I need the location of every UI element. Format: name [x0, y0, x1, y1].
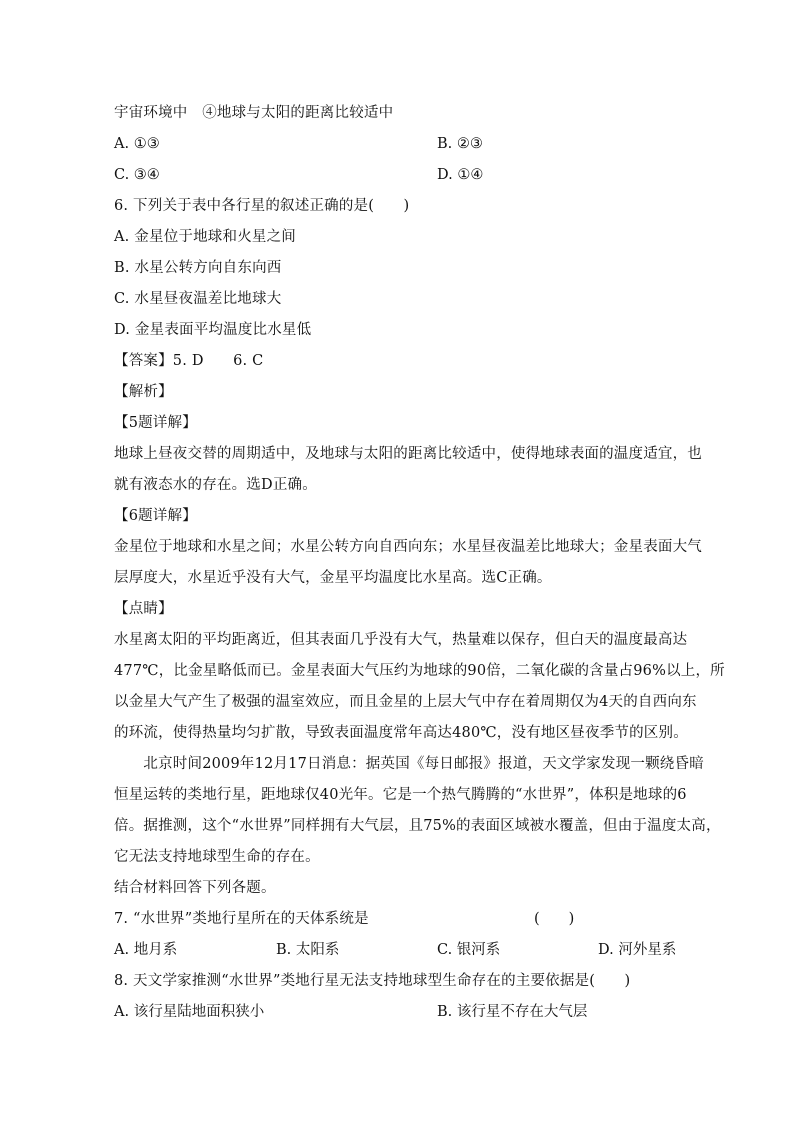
option-d: D. 河外星系	[598, 942, 677, 958]
option-c: C. ③④	[114, 167, 160, 183]
tip-heading: 【点睛】	[114, 601, 173, 617]
option-d: D. ①④	[437, 167, 484, 183]
text-line: 宇宙环境中 ④地球与太阳的距离比较适中	[114, 105, 394, 121]
option-a: A. 金星位于地球和火星之间	[114, 229, 296, 245]
option-a: A. ①③	[114, 136, 160, 152]
option-c: C. 银河系	[437, 942, 501, 958]
material-line: 它无法支持地球型生命的存在。	[114, 849, 320, 865]
question-7: 7. “水世界”类地行星所在的天体系统是	[114, 911, 369, 927]
option-b: B. 该行星不存在大气层	[437, 1004, 588, 1020]
option-a: A. 该行星陆地面积狭小	[114, 1004, 265, 1020]
text-line: 水星离太阳的平均距离近，但其表面几乎没有大气，热量难以保存，但白天的温度最高达	[114, 632, 688, 648]
q6-detail-heading: 【6题详解】	[114, 508, 197, 524]
option-b: B. 水星公转方向自东向西	[114, 260, 282, 276]
option-c: C. 水星昼夜温差比地球大	[114, 291, 282, 307]
material-line: 倍。据推测，这个“水世界”同样拥有大气层，且75%的表面区域被水覆盖，但由于温度太高，	[114, 818, 721, 834]
option-d: D. 金星表面平均温度比水星低	[114, 322, 312, 338]
text-line: 金星位于地球和水星之间；水星公转方向自西向东；水星昼夜温差比地球大；金星表面大气	[114, 539, 702, 555]
text-line: 477℃，比金星略低而已。金星表面大气压约为地球的90倍，二氧化碳的含量占96%以上，所	[114, 663, 725, 679]
instruction-line: 结合材料回答下列各题。	[114, 880, 276, 896]
text-line: 的环流，使得热量均匀扩散，导致表面温度常年高达480℃，没有地区昼夜季节的区别。	[114, 725, 688, 741]
answer-line: 【答案】5. D 6. C	[114, 353, 264, 369]
text-line: 就有液态水的存在。选D正确。	[114, 477, 317, 493]
text-line: 层厚度大，水星近乎没有大气，金星平均温度比水星高。选C正确。	[114, 570, 552, 586]
analysis-heading: 【解析】	[114, 384, 173, 400]
answer-paren: ( )	[534, 911, 575, 927]
option-b: B. 太阳系	[276, 942, 340, 958]
question-6: 6. 下列关于表中各行星的叙述正确的是( )	[114, 198, 410, 214]
q5-detail-heading: 【5题详解】	[114, 415, 197, 431]
material-line: 北京时间2009年12月17日消息：据英国《每日邮报》报道，天文学家发现一颗绕昏暗	[114, 756, 704, 772]
question-8: 8. 天文学家推测“水世界”类地行星无法支持地球型生命存在的主要依据是( )	[114, 973, 631, 989]
text-line: 地球上昼夜交替的周期适中，及地球与太阳的距离比较适中，使得地球表面的温度适宜，也	[114, 446, 702, 462]
material-line: 恒星运转的类地行星，距地球仅40光年。它是一个热气腾腾的“水世界”，体积是地球的6	[114, 787, 687, 803]
text-line: 以金星大气产生了极强的温室效应，而且金星的上层大气中存在着周期仅为4天的自西向东	[114, 694, 697, 710]
option-b: B. ②③	[437, 136, 483, 152]
option-a: A. 地月系	[114, 942, 178, 958]
